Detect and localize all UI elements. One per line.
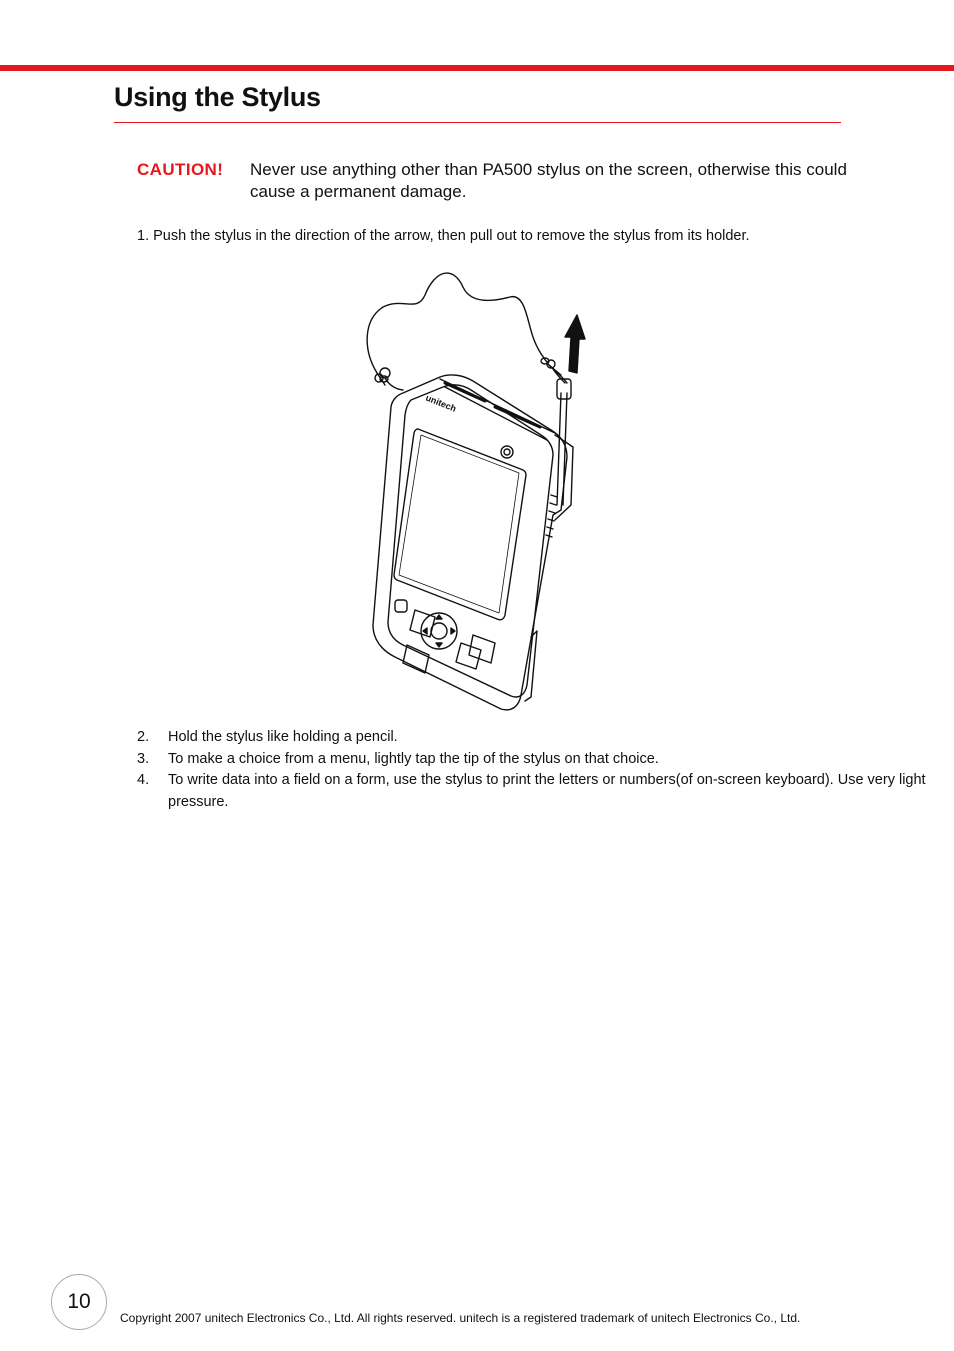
caution-label: CAUTION!: [137, 160, 224, 179]
list-item: [137, 770, 927, 813]
pull-direction-arrow: [565, 315, 585, 373]
power-button: [501, 446, 513, 458]
stylus: [557, 393, 567, 505]
step-number: 4.: [137, 772, 150, 788]
hardware-button-1: [395, 600, 407, 612]
step-number: 2.: [137, 729, 150, 745]
caution-text: Never use anything other than PA500 stylus on the screen, otherwise this could cause a permanent damage.: [250, 160, 847, 201]
pda-stylus-illustration: [355, 265, 605, 720]
step-text: Hold the stylus like holding a pencil.: [168, 729, 398, 745]
steps-list: [137, 727, 927, 813]
list-item: [137, 749, 927, 771]
page-number: 10: [51, 1274, 107, 1330]
pda-device-illustration: [355, 265, 605, 715]
hardware-button-5: [403, 645, 429, 673]
list-item: [137, 727, 927, 749]
step-text: To make a choice from a menu, lightly tap the tip of the stylus on that choice.: [168, 750, 659, 767]
page-title: Using the Stylus: [114, 82, 321, 112]
step-number: 3.: [137, 750, 150, 767]
title-underline: [114, 122, 841, 123]
step-1-text: 1. Push the stylus in the direction of the arrow, then pull out to remove the stylus from its holder.: [137, 228, 750, 244]
footer-copyright: Copyright 2007 unitech Electronics Co., Ltd. All rights reserved. unitech is a registered trademark of unitech Electronics Co., Ltd.: [120, 1311, 801, 1325]
header-red-bar: [0, 65, 954, 71]
hardware-button-3: [456, 643, 481, 669]
step-text: To write data into a field on a form, use the stylus to print the letters or numbers(of on-screen keyboard). Use very light pressure.: [168, 772, 926, 810]
lanyard-cord: [367, 273, 567, 383]
brand-logo: unitech: [424, 392, 458, 414]
hardware-button-4: [469, 635, 495, 663]
